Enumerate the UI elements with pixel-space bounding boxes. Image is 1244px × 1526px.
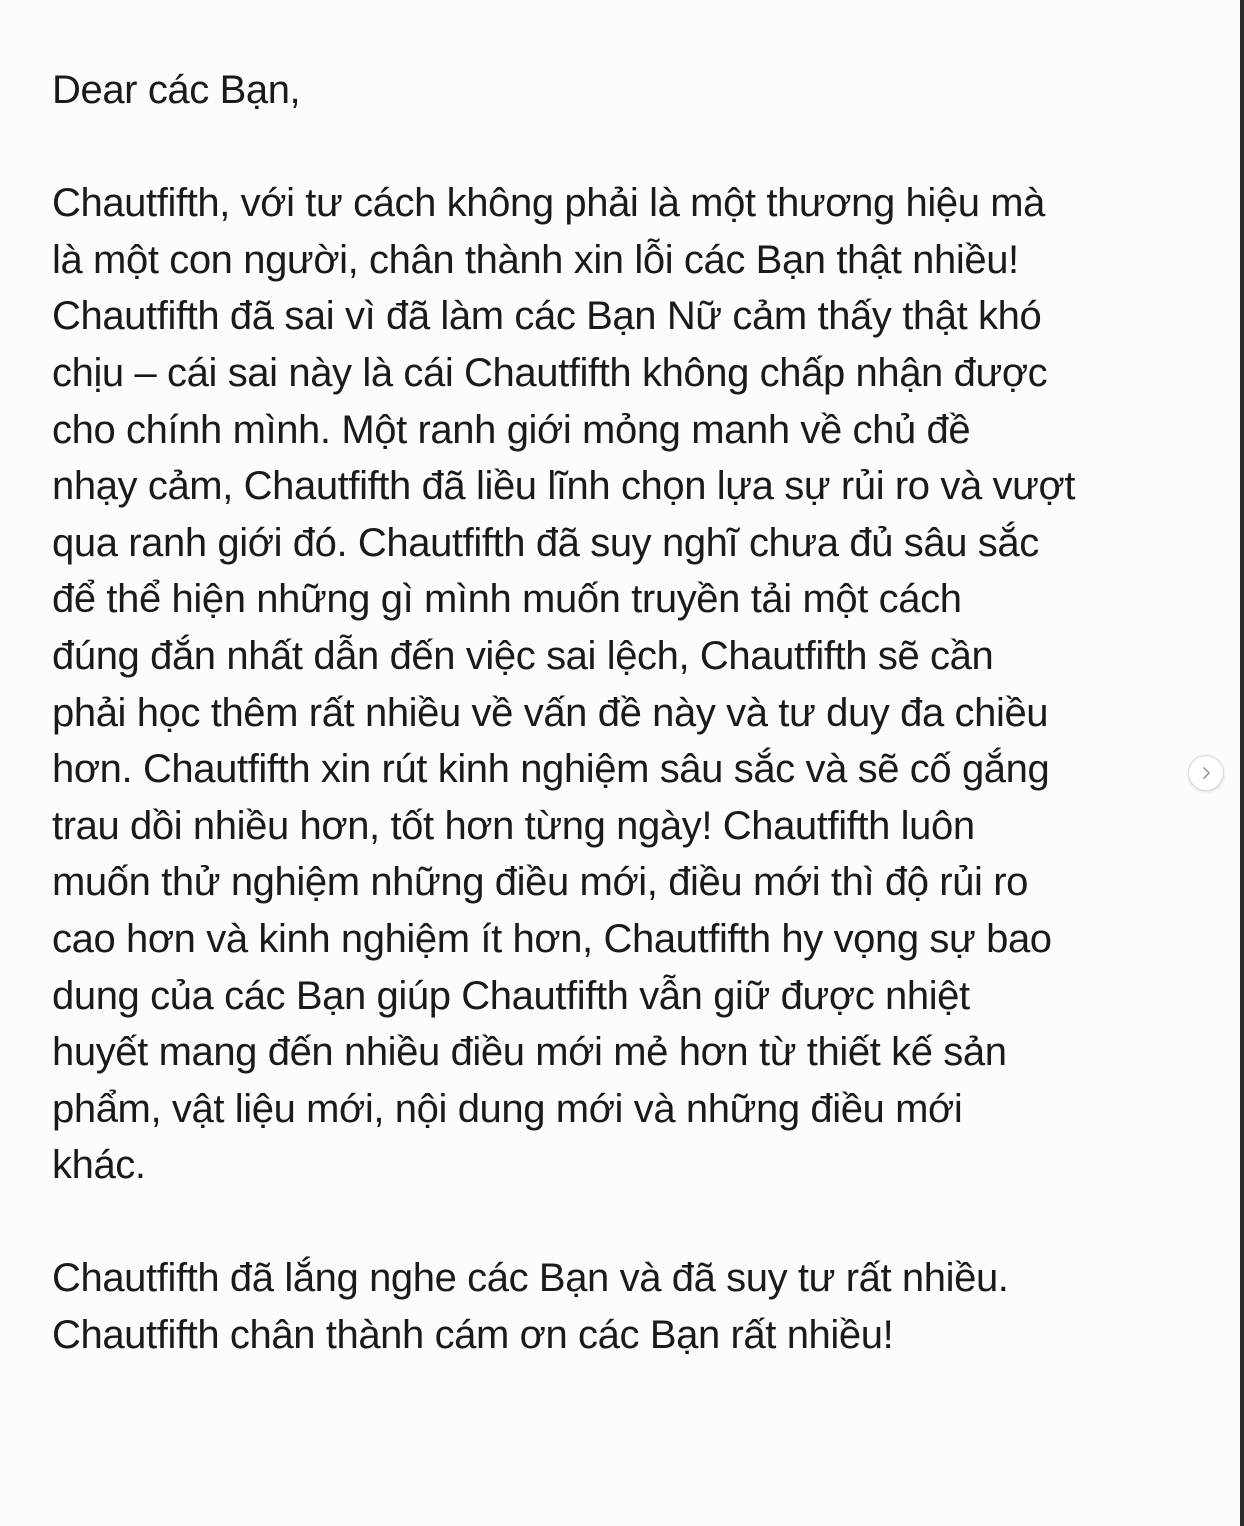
text-line: dung của các Bạn giúp Chautfifth vẫn giữ được nhiệt xyxy=(52,973,970,1018)
letter-paragraph-apology xyxy=(52,175,1202,1194)
text-line: là một con người, chân thành xin lỗi các Bạn thật nhiều! xyxy=(52,237,1019,282)
text-line: nhạy cảm, Chautfifth đã liều lĩnh chọn lựa sự rủi ro và vượt xyxy=(52,464,1076,509)
greeting-line: Dear các Bạn, xyxy=(52,68,301,112)
letter-body xyxy=(52,62,1202,1364)
paragraph-gap xyxy=(52,1194,1202,1251)
chevron-right-icon xyxy=(1199,766,1213,780)
text-line: phẩm, vật liệu mới, nội dung mới và những điều mới xyxy=(52,1086,963,1131)
text-line: cho chính mình. Một ranh giới mỏng manh về chủ đề xyxy=(52,407,971,452)
right-border xyxy=(1240,0,1244,1526)
text-line: khác. xyxy=(52,1143,146,1188)
text-line: chịu – cái sai này là cái Chautfifth không chấp nhận được xyxy=(52,350,1048,395)
text-line: muốn thử nghiệm những điều mới, điều mới thì độ rủi ro xyxy=(52,860,1029,905)
text-line: Chautfifth chân thành cám ơn các Bạn rất nhiều! xyxy=(52,1313,894,1358)
text-line: huyết mang đến nhiều điều mới mẻ hơn từ thiết kế sản xyxy=(52,1030,1007,1075)
text-line: cao hơn và kinh nghiệm ít hơn, Chautfifth hy vọng sự bao xyxy=(52,916,1052,961)
text-line: trau dồi nhiều hơn, tốt hơn từng ngày! Chautfifth luôn xyxy=(52,803,975,848)
text-line: phải học thêm rất nhiều về vấn đề này và tư duy đa chiều xyxy=(52,690,1049,735)
text-line: để thể hiện những gì mình muốn truyền tải một cách xyxy=(52,577,962,622)
paragraph-gap xyxy=(52,119,1202,176)
text-line: đúng đắn nhất dẫn đến việc sai lệch, Chautfifth sẽ cần xyxy=(52,633,994,678)
letter-greeting xyxy=(52,62,1202,119)
carousel-next-button[interactable] xyxy=(1188,755,1224,791)
text-line: Chautfifth, với tư cách không phải là một thương hiệu mà xyxy=(52,181,1046,226)
text-line: Chautfifth đã lắng nghe các Bạn và đã suy tư rất nhiều. xyxy=(52,1256,1009,1301)
text-line: Chautfifth đã sai vì đã làm các Bạn Nữ cảm thấy thật khó xyxy=(52,294,1042,339)
letter-paragraph-thanks xyxy=(52,1250,1202,1363)
text-line: qua ranh giới đó. Chautfifth đã suy nghĩ chưa đủ sâu sắc xyxy=(52,520,1039,565)
text-line: hơn. Chautfifth xin rút kinh nghiệm sâu sắc và sẽ cố gắng xyxy=(52,747,1050,792)
